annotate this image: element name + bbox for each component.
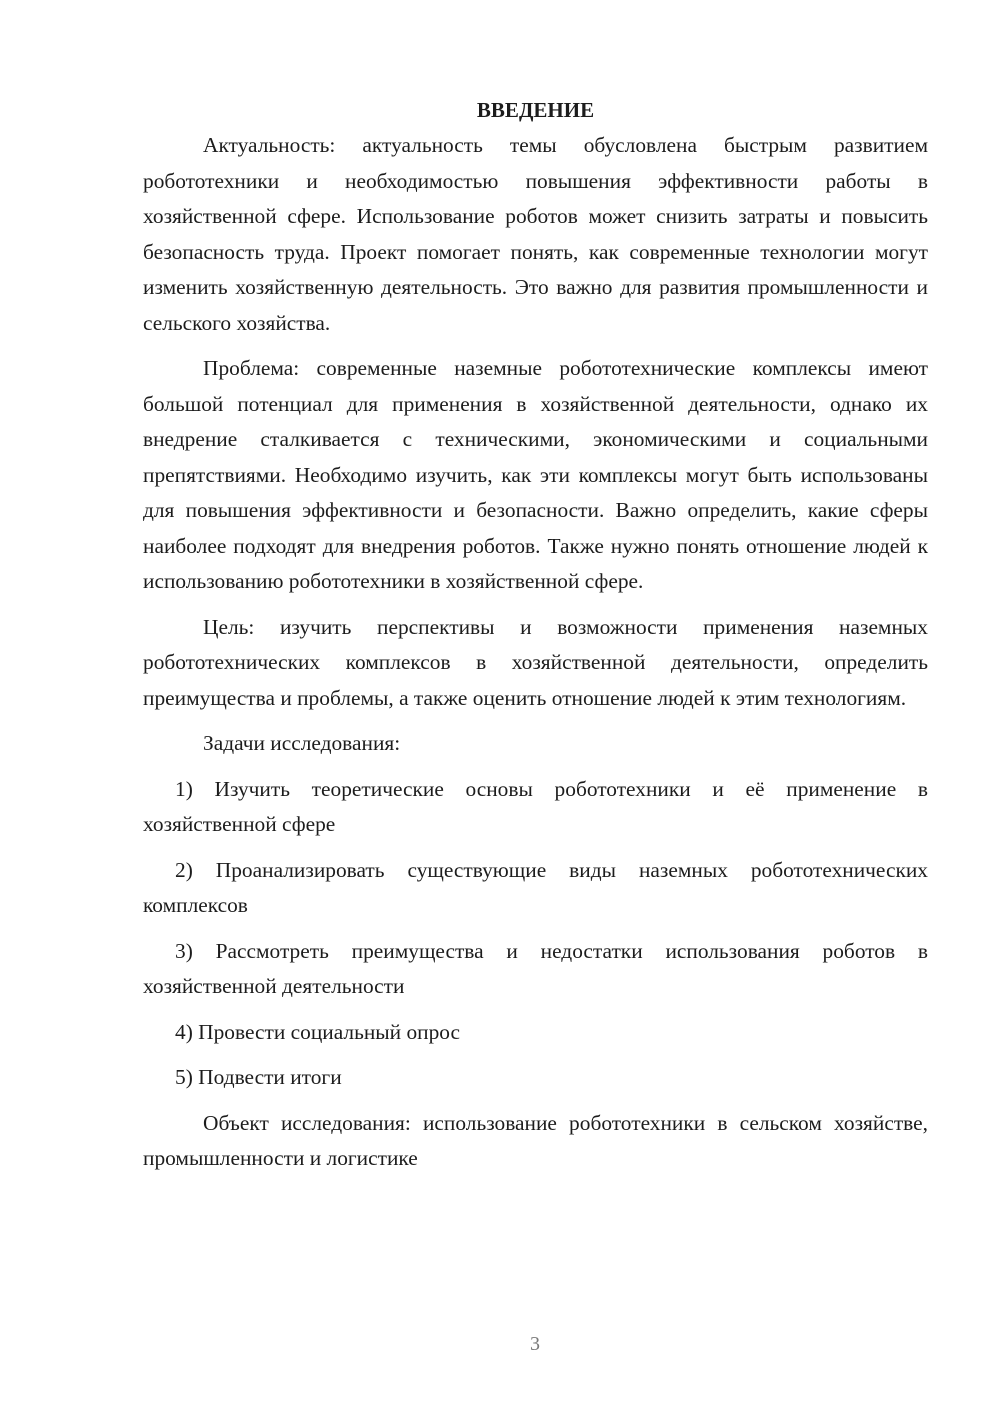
task-item-5: 5) Подвести итоги (175, 1065, 342, 1089)
problem-paragraph: Проблема: современные наземные робототехнические комплексы имеют большой потенциал для применения в хозяйственной деятельности, однако их внедрение сталкивается с техническими, экономическими и социальными препятствиями. Необходимо изучить, как эти комплексы могут быть использованы для повышения эффективности и безопасности. Важно определить, какие сферы наиболее подходят для внедрения роботов. Также нужно понять отношение людей к использованию робототехники в хозяйственной сфере. (143, 356, 928, 593)
section-title: ВВЕДЕНИЕ (476, 98, 595, 122)
task-item-3: 3) Рассмотреть преимущества и недостатки использования роботов в хозяйственной деятельности (143, 938, 928, 998)
document-page (143, 95, 928, 1187)
tasks-heading: Задачи исследования: (203, 731, 401, 755)
goal-paragraph: Цель: изучить перспективы и возможности применения наземных робототехнических комплексов в хозяйственной деятельности, определить преимущества и проблемы, а также оценить отношение людей к этим технологиям. (143, 614, 928, 710)
page-number: 3 (530, 1333, 540, 1355)
task-item-2: 2) Проанализировать существующие виды наземных робототехнических комплексов (143, 857, 928, 917)
object-paragraph: Объект исследования: использование робототехники в сельском хозяйстве, промышленности и логистике (143, 1110, 928, 1170)
task-item-1: 1) Изучить теоретические основы робототехники и её применение в хозяйственной сфере (143, 776, 928, 836)
relevance-paragraph: Актуальность: актуальность темы обусловлена быстрым развитием робототехники и необходимостью повышения эффективности работы в хозяйственной сфере. Использование роботов может снизить затраты и повысить безопасность труда. Проект помогает понять, как современные технологии могут изменить хозяйственную деятельность. Это важно для развития промышленности и сельского хозяйства. (143, 133, 928, 335)
task-item-4: 4) Провести социальный опрос (175, 1019, 461, 1044)
